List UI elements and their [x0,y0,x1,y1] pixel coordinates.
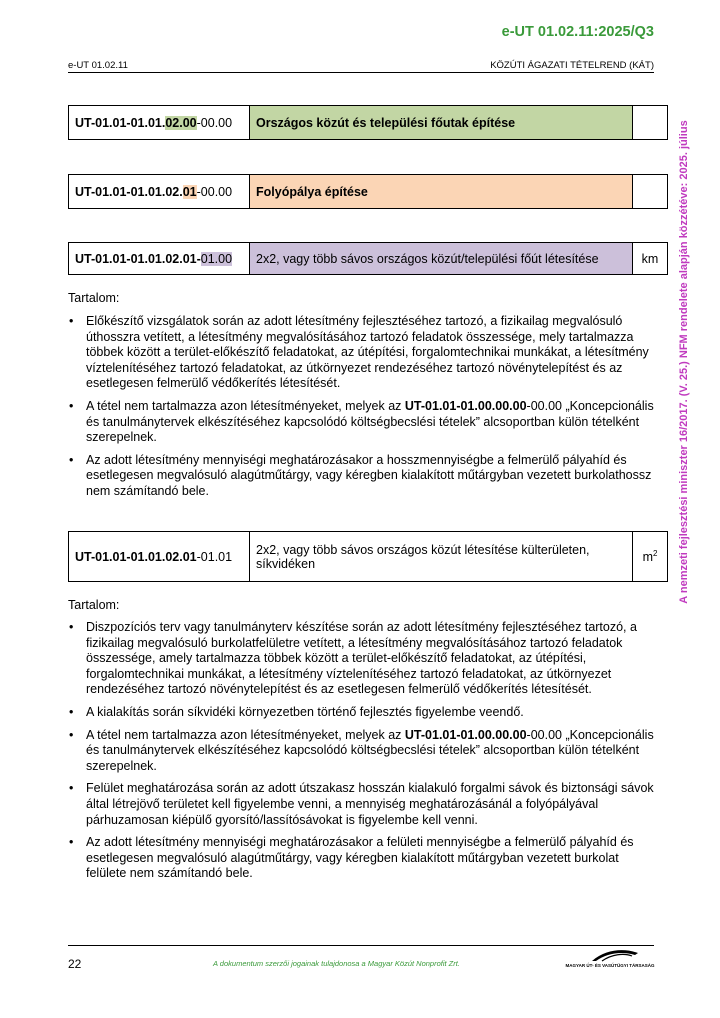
list-item: • Előkészítő vizsgálatok során az adott létesítmény fejlesztéséhez tartozó, a fizikailag megvalósuló úthosszra vetített, a létesítmény megvalósításához tartozó feladatok összessége, mely tartalmazza többek között a terület-előkészítő feladatokat, az útépítési, forgalomtechnikai munkákat, a létesítmény víztelenítéséhez tartozó feladatokat, az útkörnyezet rendezéséhez tartozó növénytelepítést és az esetlegesen felmerülő védőkerítés létesítését. [68,314,654,392]
item-code-part: UT-01.01-01.01. [75,115,166,130]
copyright-notice: A dokumentum szerzői jogainak tulajdonosa a Magyar Közút Nonprofit Zrt. [213,959,460,968]
list-item-text: -00.00 „Koncepcionális és tanulmánytervek elkészítéséhez kapcsolódó költségbecslési tételek” alcsoportban külön tételként szerepelnek. [86,727,654,773]
item-unit [633,532,668,582]
item-table [68,242,668,275]
item-code-highlight: 02.00 [165,115,197,130]
item-code-part: UT-01.01-01.01.02.01- [75,251,201,266]
unit-exponent: 2 [652,548,658,558]
society-logo [562,947,658,971]
side-note [674,92,694,632]
item-title: Országos közút és települési főutak építése [250,106,633,140]
item-code [69,243,250,275]
list-item: • Felület meghatározása során az adott útszakasz hosszán kialakuló forgalmi sávok és biztonsági sávok által létrejövő területet kell figyelembe venni, a mennyiség meghatározásánál a folyópályával párhuzamosan kiépülő gyorsító/lassítósávokat is figyelembe kell venni. [68,781,654,828]
item-unit [633,106,668,140]
item-table [68,531,668,582]
header-left: e-UT 01.02.11 [68,60,128,71]
item-title: Folyópálya építése [250,175,633,209]
side-note-text: A nemzeti fejlesztési miniszter 16/2017. (V. 25.) NFM rendelete alapján közzétéve: 2025. július [678,120,690,604]
item-table [68,174,668,209]
item-code-highlight: 01 [182,184,197,199]
section-label: Tartalom: [68,291,120,305]
logo-text: MAGYAR ÚT- ÉS VASÚTÜGYI TÁRSASÁG [565,963,655,968]
item-code-tail: -00.00 [196,115,233,130]
item-code [69,106,250,140]
road-swoosh-icon [562,947,658,963]
item-code-tail: -00.00 [196,184,233,199]
item-code-highlight: 01.00 [200,251,233,266]
list-item-text: A tétel nem tartalmazza azon létesítményeket, melyek az [86,398,405,413]
list-item [68,728,654,775]
list-item [68,399,654,446]
document-code: e-UT 01.02.11:2025/Q3 [501,24,654,40]
item-table [68,105,668,140]
item-code-part: UT-01.01-01.01.02.01 [75,549,197,564]
list-item: • A kialakítás során síkvidéki környezetben történő fejlesztés figyelembe veendő. [68,705,654,721]
list-item-code: UT-01.01-01.00.00.00 [404,727,527,742]
header-right: KÖZÚTI ÁGAZATI TÉTELREND (KÁT) [490,60,654,71]
item-code-tail: -01.01 [196,549,233,564]
footer-rule [68,945,654,946]
item-unit [633,175,668,209]
list-item: • Az adott létesítmény mennyiségi meghatározásakor a felületi mennyiségbe a felmerülő pályahíd és esetlegesen megvalósuló alagútműtárgy, vagy kéregben kialakított műtárgyban vezetett burkolat felülete nem számítandó bele. [68,835,654,882]
item-unit: km [633,243,668,275]
unit-base: m [642,550,653,565]
item-title: 2x2, vagy több sávos országos közút létesítése külterületen, síkvidéken [250,532,633,582]
bullet-list [68,314,654,507]
list-item-code: UT-01.01-01.00.00.00 [404,398,527,413]
bullet-list [68,620,654,889]
list-item: • Az adott létesítmény mennyiségi meghatározásakor a hosszmennyiségbe a felmerülő pályahíd és esetlegesen megvalósuló alagútműtárgy, vagy kéregben kialakított műtárgyban vezetett burkolathossz nem számítandó bele. [68,453,654,500]
list-item-text: -00.00 „Koncepcionális és tanulmánytervek elkészítéséhez kapcsolódó költségbecslési tételek” alcsoportban külön tételként szerepelnek. [86,398,654,445]
page-number: 22 [68,957,82,971]
section-label: Tartalom: [68,598,120,612]
item-title: 2x2, vagy több sávos országos közút/települési főút létesítése [250,243,633,275]
item-code-part: UT-01.01-01.01.02. [75,184,183,199]
header-rule [68,72,654,73]
item-code [69,175,250,209]
item-code [69,532,250,582]
list-item-text: A tétel nem tartalmazza azon létesítményeket, melyek az [86,727,405,742]
list-item: • Diszpozíciós terv vagy tanulmányterv készítése során az adott létesítmény fejlesztéséhez tartozó, a fizikailag megvalósuló burkolatfelületre vetített, a létesítmény megvalósításához tartozó feladatok összessége, amely tartalmazza többek között a terület-előkészítő feladatokat, az útépítési, forgalomtechnikai munkákat, a létesítmény víztelenítéséhez tartozó feladatokat, az útkörnyezet rendezéséhez tartozó növénytelepítést és az esetlegesen felmerülő védőkerítés létesítését. [68,620,654,698]
